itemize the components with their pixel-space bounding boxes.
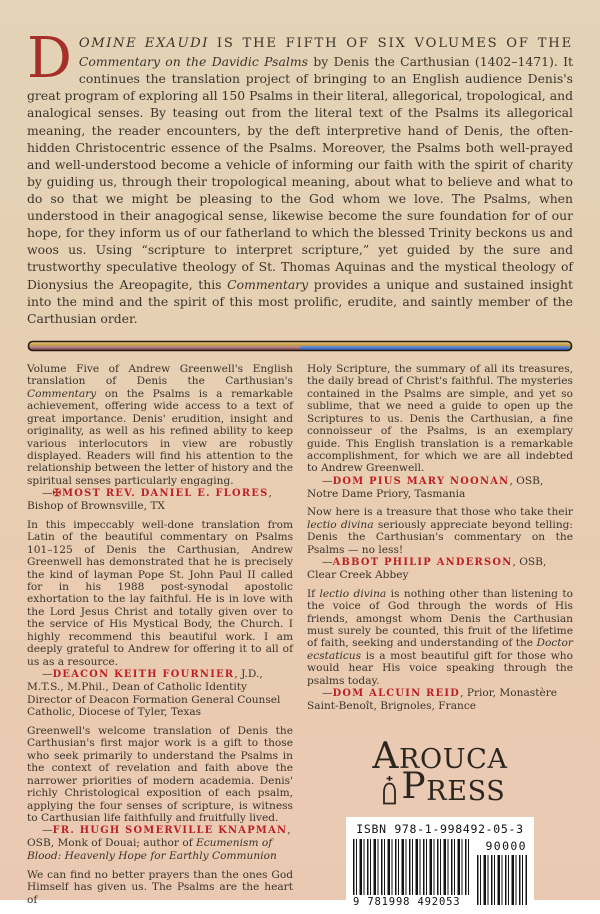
blurb-attribution: —FR. HUGH SOMERVILLE KNAPMAN, OSB, Monk of Douai; author of Ecumenism of Blood: Heavenly Hope for Earthly Communion — [27, 824, 291, 862]
barcode-digits: 9 781998 492053 — [353, 895, 461, 908]
blurb-attribution: —ABBOT PHILIP ANDERSON, OSB, Clear Creek Abbey — [307, 556, 547, 581]
barcode-supplemental — [477, 839, 527, 905]
wordmark-initial: P — [401, 765, 427, 807]
blurb-paragraph: If lectio divina is nothing other than listening to the voice of God through the words of His friends, amongst whom Denis the Carthusian must surely be counted, this fruit of the lifetime of faith, seeking and understanding of the Doctor ecstaticus is a most beautiful gift for those who would hear His voice speaking through the psalms today. — [307, 587, 573, 687]
drop-cap: D — [27, 26, 72, 91]
blurb-paragraph: Volume Five of Andrew Greenwell's English translation of Denis the Carthusian's Commentary on the Psalms is a remarkable achievement, offering wide access to a text of great importance. Denis' erudition, insight and originality, as well as his refined ability to keep various interlocutors in view are robustly displayed. Readers will find his attention to the relationship between the letter of history and the spiritual senses particularly engaging. — [27, 362, 293, 487]
lead-paragraph-text: OMINE EXAUDI IS THE FIFTH OF SIX VOLUMES OF THE Commentary on the Davidic Psalms by Denis the Carthusian (1402–1471). It continues the translation project of bringing to an English audience Denis's great program of exploring all 150 Psalms in their literal, allegorical, tropological, and analogical senses. By teasing out from the literal text of the Psalms its allegorical meaning, the reader encounters, by the deft interpretive hand of Denis, the often-hidden Christocentric essence of the Psalms. Moreover, the Psalms both well-prayed and well-understood become a vehicle of informing our faith with the spirit of charity by guiding us, through their tropological meaning, about what to believe and what to do so that we might be pleasing to the God whom we love. The Psalms, when understood in their anagogical sense, likewise become the sure foundation for of our hope, for they inform us of our fatherland to which the blessed Trinity beckons us and woos us. Using “scripture to interpret scripture,” yet guided by the sure and trustworthy speculative theology of St. Thomas Aquinas and the mystical theology of Dionysius the Areopagite, this Commentary provides a unique and sustained insight into the mind and the spirit of this most prolific, erudite, and saintly member of the Carthusian order. — [27, 36, 574, 326]
isbn-box — [346, 817, 534, 914]
blurb-column-right — [307, 363, 573, 914]
blurb-attribution: —✠MOST REV. DANIEL E. FLORES, Bishop of Brownsville, TX — [27, 487, 272, 513]
blurb-paragraph: We can find no better prayers than the ones God Himself has given us. The Psalms are the heart of — [27, 868, 293, 906]
blurb-attribution: —DOM PIUS MARY NOONAN, OSB, Notre Dame Priory, Tasmania — [307, 474, 544, 500]
blurb-paragraph: Now here is a treasure that those who take their lectio divina seriously appreciate beyond telling: Denis the Carthusian's commentary on the Psalms — no less! — [307, 506, 573, 556]
blurb-paragraph: In this impeccably well-done translation from Latin of the beautiful commentary on Psalms 101–125 of Denis the Carthusian, Andrew Greenwell has demonstrated that he is precisely the kind of layman Pope St. John Paul II called for in his 1988 post-synodal apostolic exhortation to the lay faithful. He is in love with the Lord Jesus Christ and totally given over to the service of His Mystical Body, the Church. I highly recommend this beautiful work. I am deeply grateful to Andrew for offering it to all of us as a resource. — [27, 518, 293, 668]
isbn-label: ISBN 978-1-998492-05-3 — [356, 821, 524, 836]
blurb-columns — [27, 363, 573, 914]
barcode-main — [353, 839, 471, 908]
blurb-attribution: —DEACON KEITH FOURNIER, J.D., M.T.S., M.Phil., Dean of Catholic Identity Director of Deacon Formation General Counsel Catholic, Diocese of Tyler, Texas — [27, 668, 281, 719]
wordmark-text: ROUCA — [399, 743, 508, 775]
blurb-paragraph: Greenwell's welcome translation of Denis the Carthusian's first major work is a gift to those who seek primarily to understand the Psalms in the context of revelation and faith above the narrower priorities of modern academia. Denis' richly Christological exposition of each psalm, applying the four senses of scripture, is witness to Carthusian life faithfully and fruitfully lived. — [27, 724, 293, 825]
blurb-paragraph: Holy Scripture, the summary of all its treasures, the daily bread of Christ's faithful. The mysteries contained in the Psalms are simple, and yet so sublime, that we need a guide to open up the Scriptures to us. Denis the Carthusian, a fine connoisseur of the Psalms, is an exemplary guide. This English translation is a remarkable accomplishment, for which we are all indebted to Andrew Greenwell. — [307, 362, 573, 475]
bell-cross-icon — [380, 775, 399, 805]
wordmark-initial: A — [372, 735, 400, 777]
publisher-logo — [372, 735, 508, 807]
price-code: 90000 — [485, 838, 527, 853]
lead-paragraph — [27, 26, 574, 327]
blurb-attribution: —DOM ALCUIN REID, Prior, Monastère Saint-Benoît, Brignoles, France — [307, 687, 558, 712]
blurb-column-left — [27, 363, 293, 914]
publisher-wordmark-line1 — [372, 735, 508, 777]
wordmark-text: RESS — [426, 775, 506, 807]
barcode-bars — [477, 855, 527, 905]
pen-rule-divider — [27, 340, 573, 352]
barcode-bars — [353, 839, 471, 895]
